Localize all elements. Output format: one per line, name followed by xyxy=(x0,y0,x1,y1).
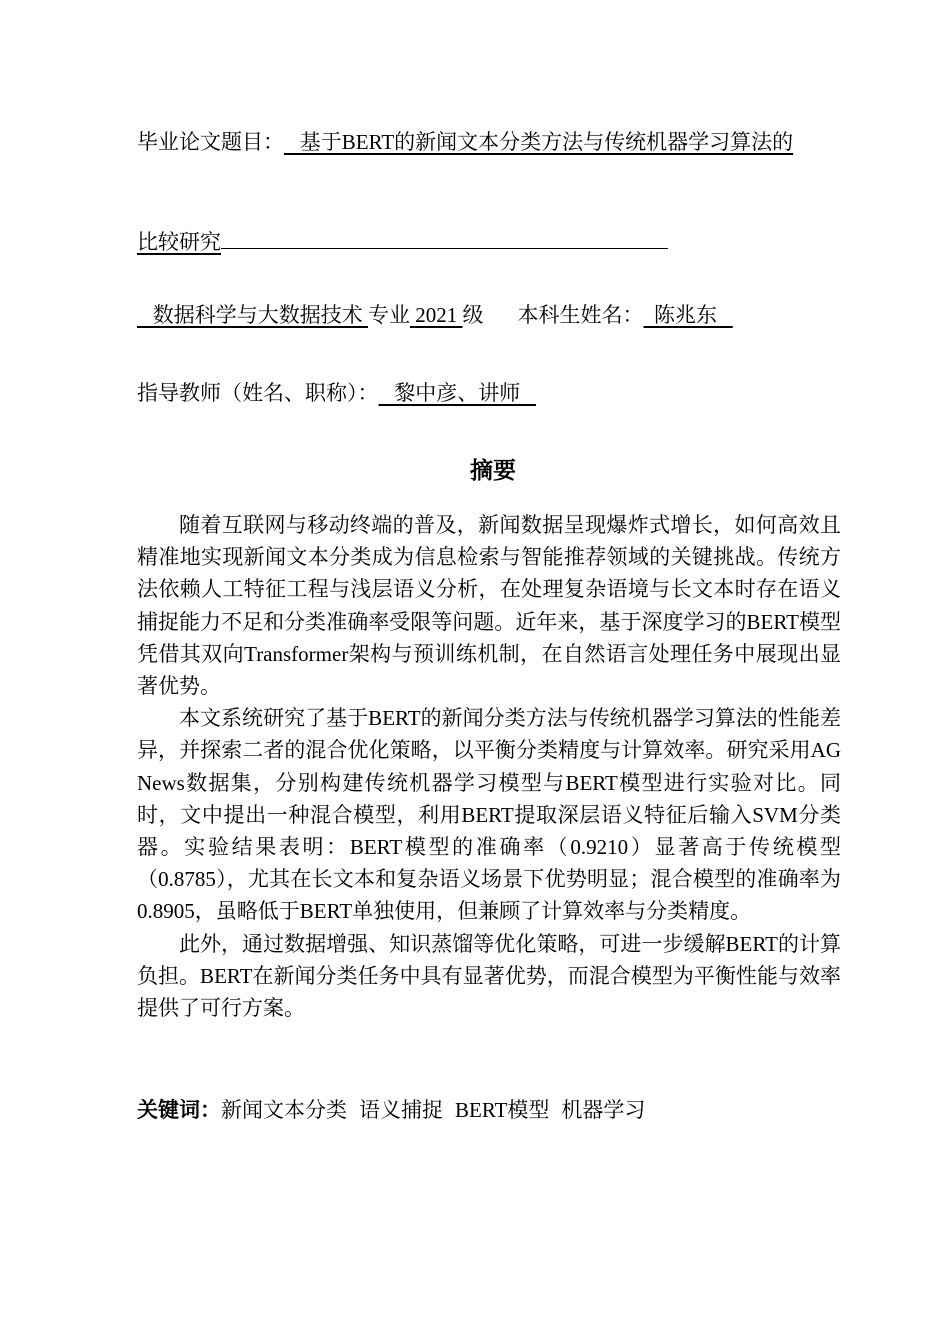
advisor-name: 黎中彦、讲师 xyxy=(378,381,536,405)
thesis-title-part2: 比较研究 xyxy=(137,230,221,254)
major-suffix: 专业 xyxy=(368,303,410,327)
abstract-paragraph-3: 此外，通过数据增强、知识蒸馏等优化策略，可进一步缓解BERT的计算负担。BERT在新闻分类任务中具有显著优势，而混合模型为平衡性能与效率提供了可行方案。 xyxy=(137,931,841,1021)
abstract-body xyxy=(137,509,841,1024)
keyword: BERT模型 xyxy=(455,1098,550,1122)
abstract-paragraph-2: 本文系统研究了基于BERT的新闻分类方法与传统机器学习算法的性能差异，并探索二者的混合优化策略，以平衡分类精度与计算效率。研究采用AG News数据集，分别构建传统机器学习模型与BERT模型进行实验对比。同时，文中提出一种混合模型，利用BERT提取深层语义特征后输入SVM分类器。实验结果表明：BERT模型的准确率（0.9210）显著高于传统模型（0.8785），尤其在长文本和复杂语义场景下优势明显；混合模型的准确率为0.8905，虽略低于BERT单独使用，但兼顾了计算效率与分类精度。 xyxy=(137,706,841,924)
student-name: 陈兆东 xyxy=(643,303,733,327)
major-value: 数据科学与大数据技术 xyxy=(137,303,368,327)
keywords-line xyxy=(137,1095,657,1126)
grade-value: 2021 xyxy=(410,303,463,327)
title-underline-fill xyxy=(221,226,668,249)
keyword: 新闻文本分类 xyxy=(221,1098,347,1122)
advisor-label: 指导教师（姓名、职称）： xyxy=(137,381,379,405)
thesis-title-line-2 xyxy=(137,226,668,257)
keywords-label: 关键词： xyxy=(137,1099,221,1122)
abstract-paragraph-1: 随着互联网与移动终端的普及，新闻数据呈现爆炸式增长，如何高效且精准地实现新闻文本分类成为信息检索与智能推荐领域的关键挑战。传统方法依赖人工特征工程与浅层语义分析，在处理复杂语境与长文本时存在语义捕捉能力不足和分类准确率受限等问题。近年来，基于深度学习的BERT模型凭借其双向Transformer架构与预训练机制，在自然语言处理任务中展现出显著优势。 xyxy=(137,513,841,699)
major-grade-student-line xyxy=(137,300,733,330)
thesis-title-line xyxy=(137,127,793,157)
keyword: 语义捕捉 xyxy=(359,1098,443,1122)
keyword: 机器学习 xyxy=(561,1098,646,1122)
abstract-heading: 摘要 xyxy=(470,457,516,483)
student-label: 本科生姓名： xyxy=(517,303,644,327)
thesis-title-part1: 基于BERT的新闻文本分类方法与传统机器学习算法的 xyxy=(284,130,794,154)
title-label: 毕业论文题目： xyxy=(137,130,284,154)
grade-suffix: 级 xyxy=(462,303,484,327)
advisor-line xyxy=(137,378,536,408)
